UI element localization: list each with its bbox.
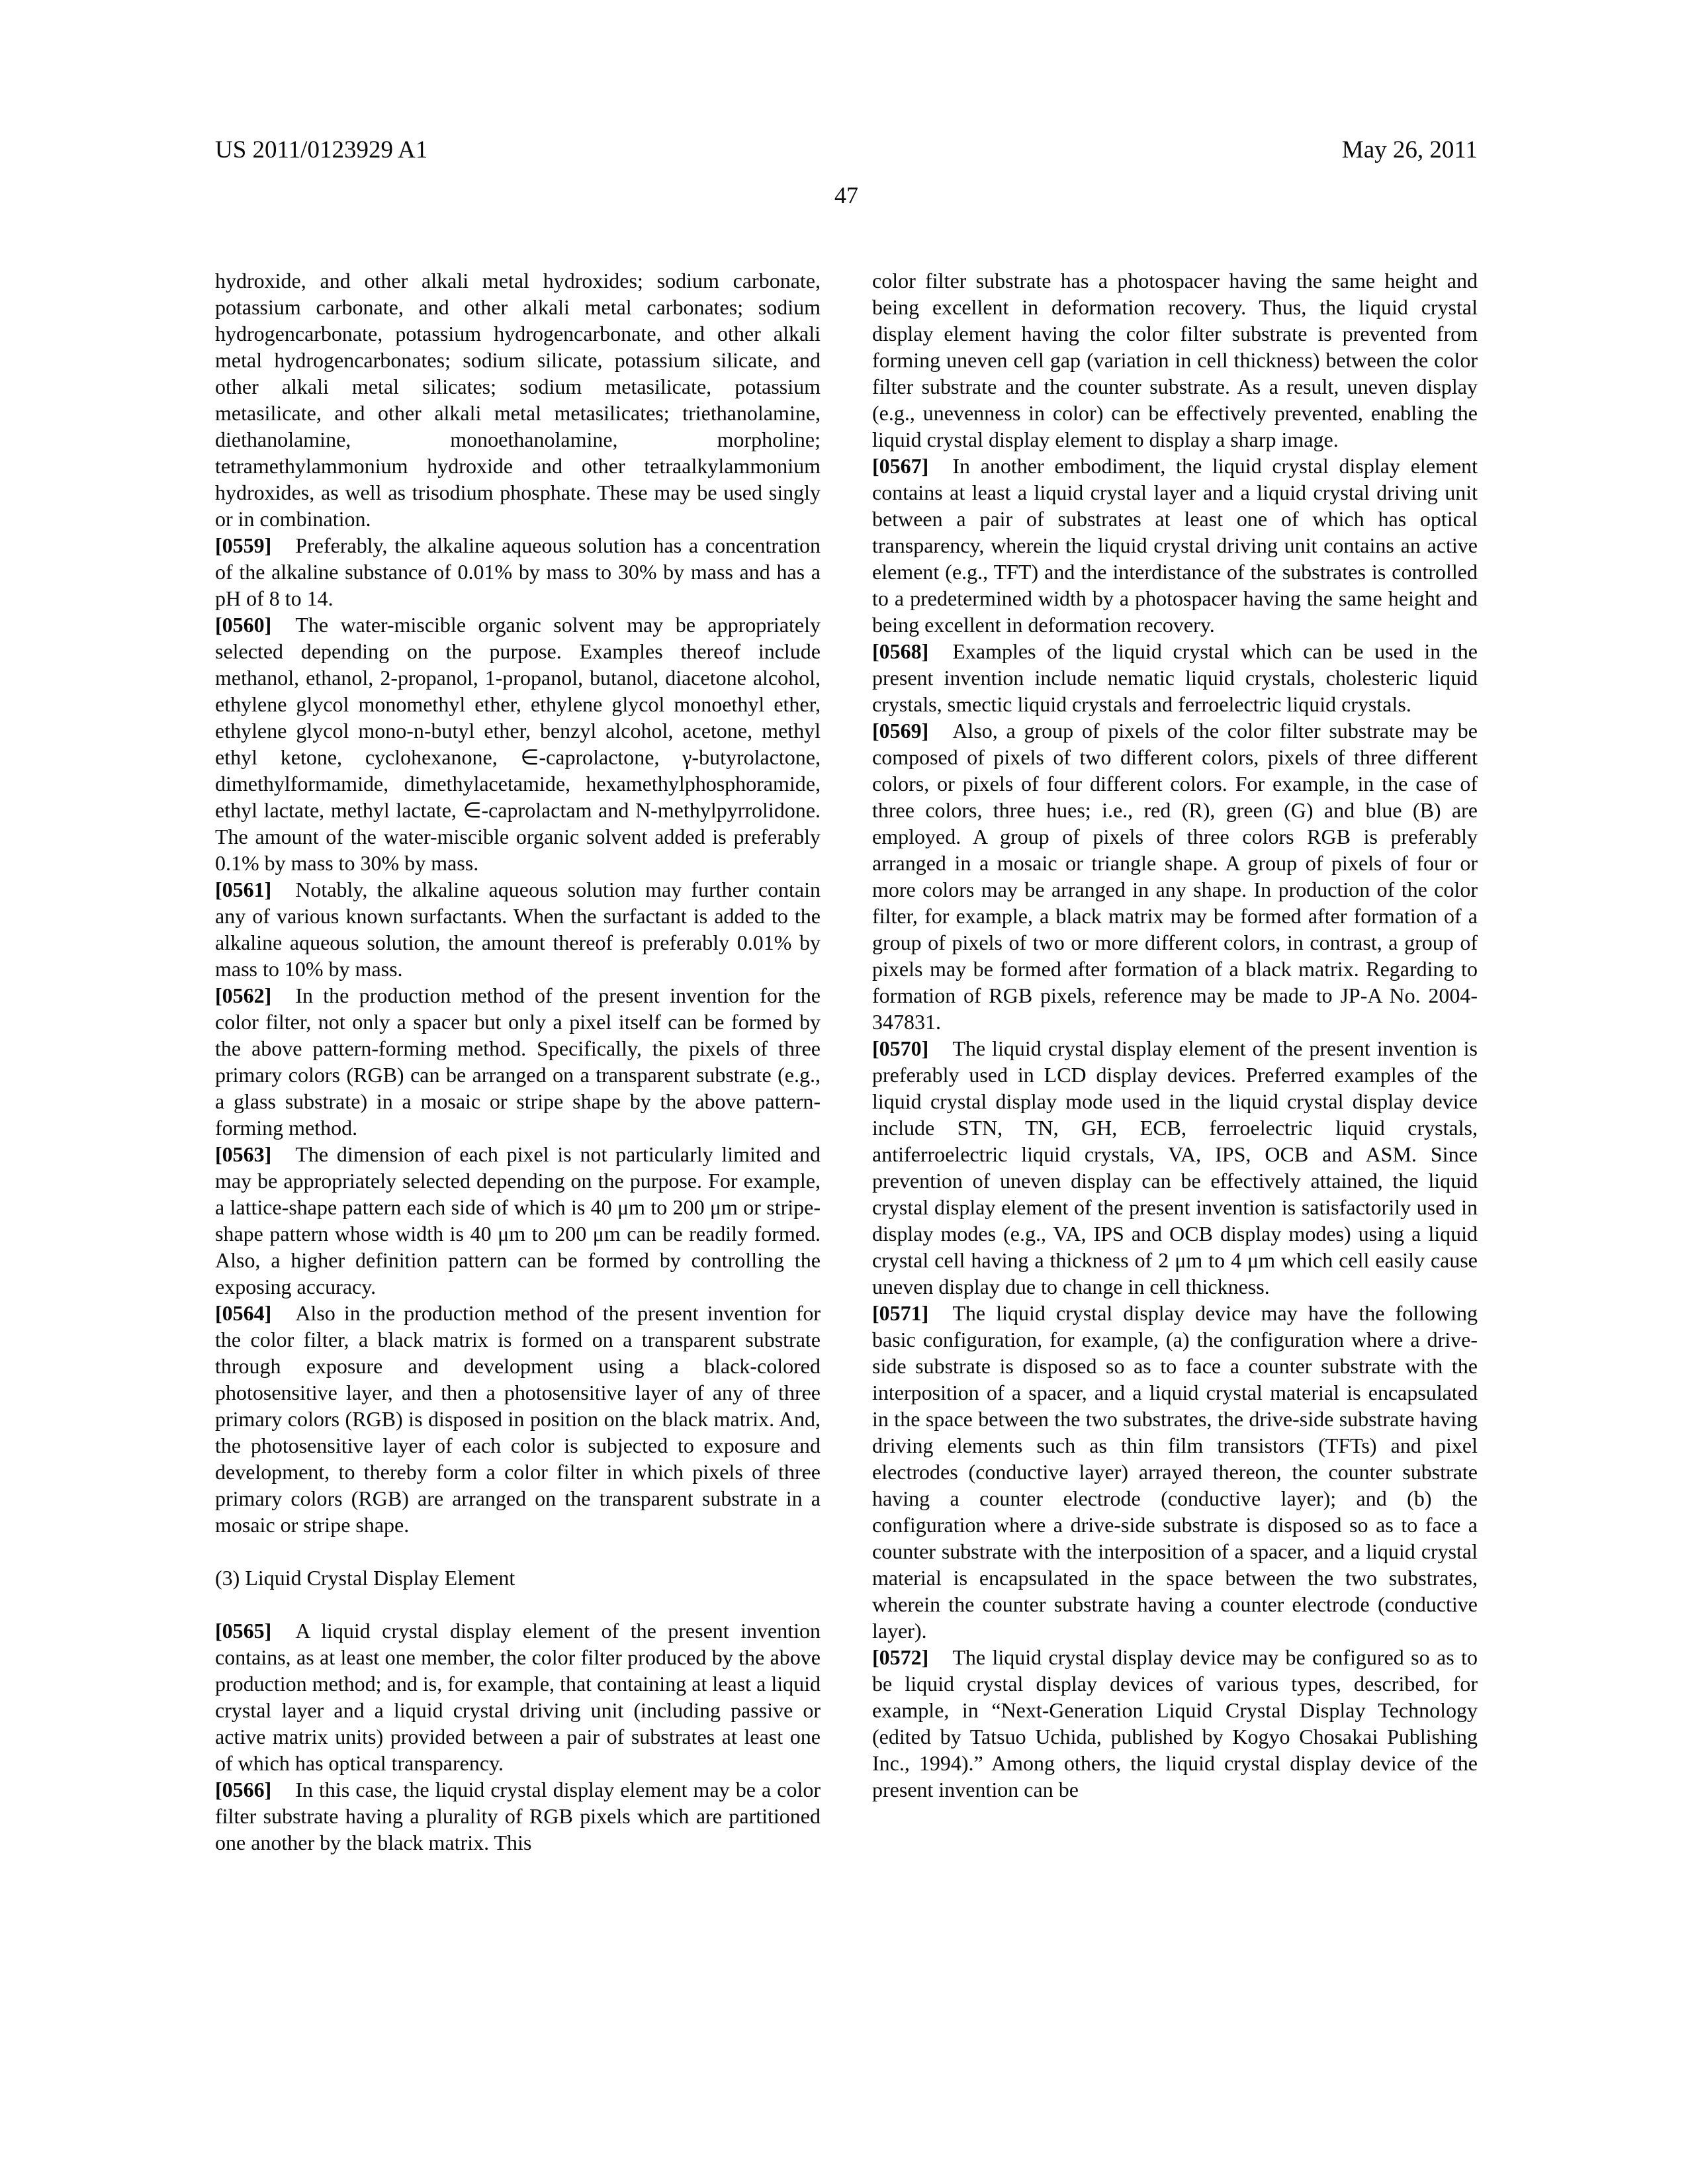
paragraph	[215, 612, 821, 876]
paragraph-text: The dimension of each pixel is not particularly limited and may be appropriately selected depending on the purpose. For example, a lattice-shape pattern each side of which is 40 μm to 200 μm or stripe-shape pattern whose width is 40 μm to 200 μm can be readily formed. Also, a higher definition pattern can be formed by controlling the exposing accuracy.	[215, 1142, 821, 1298]
paragraph-number: [0562]	[215, 983, 272, 1007]
paragraph	[872, 267, 1478, 453]
paragraph-text: The liquid crystal display device may have the following basic configuration, for example, (a) the configuration where a drive-side substrate is disposed so as to face a counter substrate with the interposition of a spacer, and a liquid crystal material is encapsulated in the space between the two substrates, the drive-side substrate having driving elements such as thin film transistors (TFTs) and pixel electrodes (conductive layer) arrayed thereon, the counter substrate having a counter electrode (conductive layer); and (b) the configuration where a drive-side substrate is disposed so as to face a counter substrate with the interposition of a spacer, and a liquid crystal material is encapsulated in the space between the two substrates, wherein the counter substrate having a counter electrode (conductive layer).	[872, 1301, 1478, 1643]
paragraph-text: The liquid crystal display device may be configured so as to be liquid crystal display devices of various types, described, for example, in “Next-Generation Liquid Crystal Display Technology (edited by Tatsuo Uchida, published by Kogyo Chosakai Publishing Inc., 1994).” Among others, the liquid crystal display device of the present invention can be	[872, 1645, 1478, 1801]
paragraph	[215, 267, 821, 532]
paragraph	[872, 638, 1478, 717]
paragraph-text: Examples of the liquid crystal which can be used in the present invention include nematic liquid crystals, cholesteric liquid crystals, smectic liquid crystals and ferroelectric liquid crystals.	[872, 639, 1478, 716]
paragraph	[215, 1617, 821, 1776]
right-column	[872, 267, 1478, 1856]
paragraph-number: [0569]	[872, 719, 929, 743]
paragraph-text: In another embodiment, the liquid crystal display element contains at least a liquid crystal layer and a liquid crystal driving unit between a pair of substrates at least one of which has optical transparency, wherein the liquid crystal driving unit contains an active element (e.g., TFT) and the interdistance of the substrates is controlled to a predetermined width by a photospacer having the same height and being excellent in deformation recovery.	[872, 454, 1478, 637]
section-heading: (3) Liquid Crystal Display Element	[215, 1566, 515, 1590]
paragraph	[872, 1035, 1478, 1300]
paragraph-text: In the production method of the present invention for the color filter, not only a spacer but only a pixel itself can be formed by the above pattern-forming method. Specifically, the pixels of three primary colors (RGB) can be arranged on a transparent substrate (e.g., a glass substrate) in a mosaic or stripe shape by the above pattern-forming method.	[215, 983, 821, 1140]
paragraph	[215, 1300, 821, 1538]
left-column	[215, 267, 821, 1856]
paragraph-number: [0570]	[872, 1036, 929, 1060]
paragraph	[215, 532, 821, 612]
page-header	[215, 136, 1478, 164]
paragraph-text: In this case, the liquid crystal display element may be a color filter substrate having a plurality of RGB pixels which are partitioned one another by the black matrix. This	[215, 1778, 821, 1854]
paragraph	[215, 982, 821, 1141]
publication-date: May 26, 2011	[1341, 136, 1478, 163]
paragraph-number: [0572]	[872, 1645, 929, 1669]
paragraph-number: [0563]	[215, 1142, 272, 1166]
paragraph-number: [0560]	[215, 613, 272, 637]
two-column-body	[215, 267, 1478, 1856]
paragraph	[872, 453, 1478, 638]
paragraph	[215, 1141, 821, 1300]
paragraph-number: [0571]	[872, 1301, 929, 1325]
paragraph	[215, 1776, 821, 1856]
paragraph	[872, 717, 1478, 1035]
paragraph-text: Preferably, the alkaline aqueous solution has a concentration of the alkaline substance of 0.01% by mass to 30% by mass and has a pH of 8 to 14.	[215, 533, 821, 610]
paragraph-text: A liquid crystal display element of the present invention contains, as at least one member, the color filter produced by the above production method; and is, for example, that containing at least a liquid crystal layer and a liquid crystal driving unit (including passive or active matrix units) provided between a pair of substrates at least one of which has optical transparency.	[215, 1619, 821, 1775]
paragraph-text: The liquid crystal display element of the present invention is preferably used in LCD display devices. Preferred examples of the liquid crystal display mode used in the liquid crystal display device include STN, TN, GH, ECB, ferroelectric liquid crystals, antiferroelectric liquid crystals, VA, IPS, OCB and ASM. Since prevention of uneven display can be effectively attained, the liquid crystal display element of the present invention is satisfactorily used in display modes (e.g., VA, IPS and OCB display modes) using a liquid crystal cell having a thickness of 2 μm to 4 μm which cell easily cause uneven display due to change in cell thickness.	[872, 1036, 1478, 1298]
paragraph	[872, 1644, 1478, 1803]
page-number: 47	[834, 182, 858, 208]
patent-number: US 2011/0123929 A1	[215, 136, 428, 163]
paragraph-number: [0568]	[872, 639, 929, 663]
paragraph-number: [0565]	[215, 1619, 272, 1643]
paragraph-number: [0561]	[215, 878, 272, 901]
paragraph-text: Also, a group of pixels of the color filter substrate may be composed of pixels of two different colors, pixels of three different colors, or pixels of four different colors. For example, in the case of three colors, three hues; i.e., red (R), green (G) and blue (B) are employed. A group of pixels of three colors RGB is preferably arranged in a mosaic or triangle shape. A group of pixels of four or more colors may be arranged in any shape. In production of the color filter, for example, a black matrix may be formed after formation of a group of pixels of two or more different colors, in contrast, a group of pixels may be formed after formation of a black matrix. Regarding to formation of RGB pixels, reference may be made to JP-A No. 2004-347831.	[872, 719, 1478, 1034]
paragraph	[215, 876, 821, 982]
paragraph-number: [0559]	[215, 533, 272, 557]
paragraph-text: hydroxide, and other alkali metal hydroxides; sodium carbonate, potassium carbonate, and other alkali metal carbonates; sodium hydrogencarbonate, potassium hydrogencarbonate, and other alkali metal hydrogencarbonates; sodium silicate, potassium silicate, and other alkali metal silicates; sodium metasilicate, potassium metasilicate, and other alkali metal metasilicates; triethanolamine, diethanolamine, monoethanolamine, morpholine; tetramethylammonium hydroxide and other tetraalkylammonium hydroxides, as well as trisodium phosphate. These may be used singly or in combination.	[215, 269, 821, 531]
paragraph-text: color filter substrate has a photospacer having the same height and being excellent in deformation recovery. Thus, the liquid crystal display element having the color filter substrate is prevented from forming uneven cell gap (variation in cell thickness) between the color filter substrate and the counter substrate. As a result, uneven display (e.g., unevenness in color) can be effectively prevented, enabling the liquid crystal display element to display a sharp image.	[872, 269, 1478, 451]
paragraph-number: [0564]	[215, 1301, 272, 1325]
paragraph-text: The water-miscible organic solvent may be appropriately selected depending on the purpose. Examples thereof include methanol, ethanol, 2-propanol, 1-propanol, butanol, diacetone alcohol, ethylene glycol monomethyl ether, ethylene glycol monoethyl ether, ethylene glycol mono-n-butyl ether, benzyl alcohol, acetone, methyl ethyl ketone, cyclohexanone, ∈-caprolactone, γ-butyrolactone, dimethylformamide, dimethylacetamide, hexamethylphosphoramide, ethyl lactate, methyl lactate, ∈-caprolactam and N-methylpyrrolidone. The amount of the water-miscible organic solvent added is preferably 0.1% by mass to 30% by mass.	[215, 613, 821, 875]
paragraph-number: [0566]	[215, 1778, 272, 1801]
paragraph-text: Notably, the alkaline aqueous solution may further contain any of various known surfactants. When the surfactant is added to the alkaline aqueous solution, the amount thereof is preferably 0.01% by mass to 10% by mass.	[215, 878, 821, 981]
paragraph-text: Also in the production method of the present invention for the color filter, a black matrix is formed on a transparent substrate through exposure and development using a black-colored photosensitive layer, and then a photosensitive layer of any of three primary colors (RGB) is disposed in position on the black matrix. And, the photosensitive layer of each color is subjected to exposure and development, to thereby form a color filter in which pixels of three primary colors (RGB) are arranged on the transparent substrate in a mosaic or stripe shape.	[215, 1301, 821, 1537]
paragraph	[872, 1300, 1478, 1644]
paragraph-number: [0567]	[872, 454, 929, 478]
